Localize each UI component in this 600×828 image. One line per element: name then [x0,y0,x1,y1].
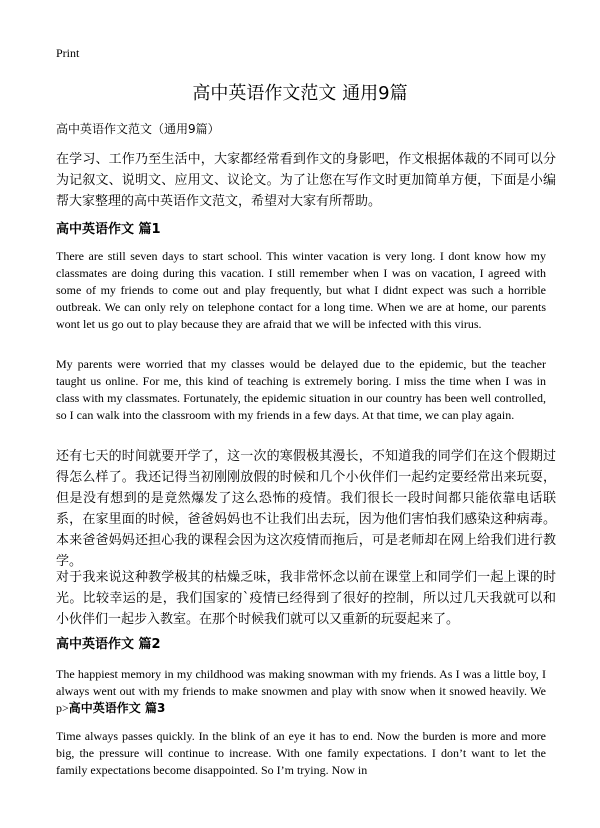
section-heading-2: 高中英语作文 篇2 [56,637,161,652]
section-heading-3: 高中英语作文 篇3 [68,701,166,715]
section-heading-1: 高中英语作文 篇1 [56,222,161,237]
english-paragraph-4: Time always passes quickly. In the blink of an eye it has to end. Now the burden is more and more big, the pressure will continue to increase. With one family expectations. I don’t want to let the family expectations become disappointed. So I’m trying. Now in [56,729,546,777]
page-title: 高中英语作文范文 通用9篇 [192,83,408,104]
english-paragraph-3 [56,666,546,717]
chinese-paragraph-2: 对于我来说这种教学极其的枯燥乏味，我非常怀念以前在课堂上和同学们一起上课的时光。比较幸运的是，我们国家的`疫情已经得到了很好的控制，所以过几天我就可以和小伙伴们一起步入教室。在那个时候我们就可以又重新的玩耍起来了。 [56,570,556,627]
print-link[interactable]: Print [56,46,80,60]
chinese-paragraph-1: 还有七天的时间就要开学了，这一次的寒假极其漫长，不知道我的同学们在这个假期过得怎么样了。我还记得当初刚刚放假的时候和几个小伙伴们一起约定要经常出来玩耍，但是没有想到的是竟然爆发了这么恐怖的疫情。我们很长一段时间都只能依靠电话联系，在家里面的时候，爸爸妈妈也不让我们出去玩，因为他们害怕我们感染这种病毒。本来爸爸妈妈还担心我的课程会因为这次疫情而拖后，可是老师却在网上给我们进行教学。 [56,449,556,569]
english-paragraph-2: My parents were worried that my classes would be delayed due to the epidemic, but the teacher taught us online. For me, this kind of teaching is extremely boring. I miss the time when I was in class with my classmates. Fortunately, the epidemic situation in our country has been well controlled, so I can walk into the classroom with my friends in a few days. At that time, we can play again. [56,357,546,422]
english-paragraph-1: There are still seven days to start school. This winter vacation is very long. I dont know how my classmates are doing during this vacation. I still remember when I was on vacation, I agreed with some of my friends to come out and play frequently, but what I didnt expect was such a horrible outbreak. We can only rely on telephone contact for a long time. When we are at home, our parents wont let us go out to play because they are afraid that we will be infected with this virus. [56,249,546,331]
document-subtitle: 高中英语作文范文（通用9篇） [56,122,220,136]
english-paragraph-3-text: The happiest memory in my childhood was making snowman with my friends. As I was a little boy, I always went out with my friends to make snowmen and play with snow when it snowed heavily. We p> [56,667,546,715]
intro-paragraph: 在学习、工作乃至生活中，大家都经常看到作文的身影吧，作文根据体裁的不同可以分为记叙文、说明文、应用文、议论文。为了让您在写作文时更加简单方便，下面是小编帮大家整理的高中英语作文范文，希望对大家有所帮助。 [56,152,556,209]
